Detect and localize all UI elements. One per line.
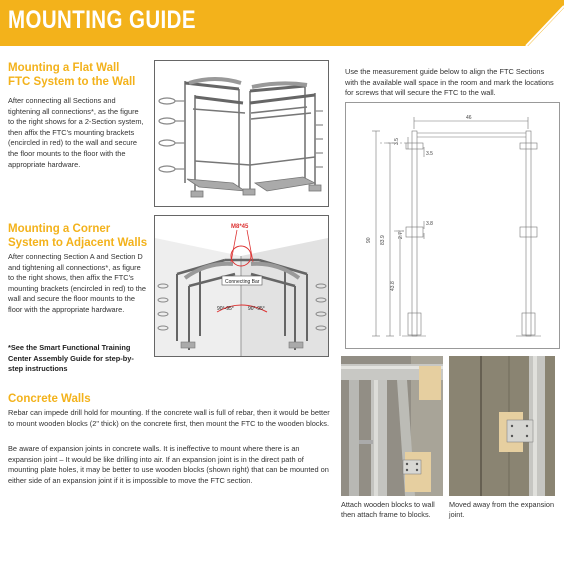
flat-wall-diagram xyxy=(154,60,329,207)
corner-frame-illustration xyxy=(155,216,328,356)
dim-top-a: 3.5 xyxy=(394,138,400,145)
dim-mid-a: 3.8 xyxy=(426,221,433,227)
flat-wall-body: After connecting all Sections and tightening all connections*, as the figure to the right shows for a 2-Section system, then affix the FTC's mounting brackets (encircled in red) to the wall and secure the floor mounts to the floor with the appropriate hardware. xyxy=(8,96,144,169)
dim-top-b: 3.5 xyxy=(426,151,433,157)
dim-mid-b: 2.7 xyxy=(398,232,404,239)
corner-heading-line1: Mounting a Corner xyxy=(8,223,111,235)
angle-label-right: 90°-95° xyxy=(248,306,265,312)
page-title: MOUNTING GUIDE xyxy=(8,6,196,34)
caption-expansion-joint: Moved away from the expansion joint. xyxy=(449,500,555,519)
assembly-guide-note: *See the Smart Functional Training Center Assembly Guide for step-by-step instructions xyxy=(8,343,134,374)
corner-diagram xyxy=(154,215,329,357)
angle-label-left: 90°-95° xyxy=(217,306,234,312)
connecting-bar-label: Connecting Bar xyxy=(225,279,260,285)
wooden-blocks-photo-drawing xyxy=(341,356,443,496)
flat-wall-frame-illustration xyxy=(155,61,328,206)
measurement-diagram xyxy=(345,102,560,349)
expansion-joint-photo xyxy=(449,356,555,496)
measurement-drawing xyxy=(346,103,559,348)
corner-heading xyxy=(8,222,147,250)
corner-body: After connecting Section A and Section D and tightening all connections*, as figure to the right shows, then affix the FTC's mounting brackets (encircled in red) to the wall and secure the floor mounts to the floor with the appropriate hardware. xyxy=(8,252,147,314)
corner-heading-line2: System to Adjacent Walls xyxy=(8,237,148,249)
flat-wall-heading-line2: FTC System to the Wall xyxy=(8,76,136,88)
dim-width: 46 xyxy=(466,115,472,121)
bolt-label: M8*45 xyxy=(231,224,249,230)
flat-wall-heading xyxy=(8,61,135,89)
flat-wall-heading-line1: Mounting a Flat Wall xyxy=(8,62,120,74)
concrete-heading: Concrete Walls xyxy=(8,393,91,405)
measurement-intro: Use the measurement guide below to align the FTC Sections with the available wall space in the room and mark the locations for screws that will secure the FTC to the wall. xyxy=(345,67,554,98)
expansion-joint-photo-drawing xyxy=(449,356,555,496)
wooden-blocks-photo xyxy=(341,356,443,496)
dim-83: 83.9 xyxy=(380,235,386,245)
caption-wooden-blocks: Attach wooden blocks to wall then attach frame to blocks. xyxy=(341,500,435,519)
dim-43: 43.8 xyxy=(390,281,396,291)
header-banner xyxy=(0,0,564,46)
concrete-body-1: Rebar can impede drill hold for mounting. If the concrete wall is full of rebar, then it would be better to mount wooden blocks (2" thick) on the concrete first, then mount the FTC to the wooden blocks. xyxy=(8,408,330,428)
dim-90: 90 xyxy=(366,237,372,243)
concrete-body-2: Be aware of expansion joints in concrete walls. It is ineffective to mount where there is an expansion joint – It would be like drilling into air. If an expansion joint is in the direct path of mounting plate holes, it may be better to use wooden blocks (shown right) that can be mounted on either side of an expansion joint if it is impossible to move the FTC section. xyxy=(8,444,329,485)
